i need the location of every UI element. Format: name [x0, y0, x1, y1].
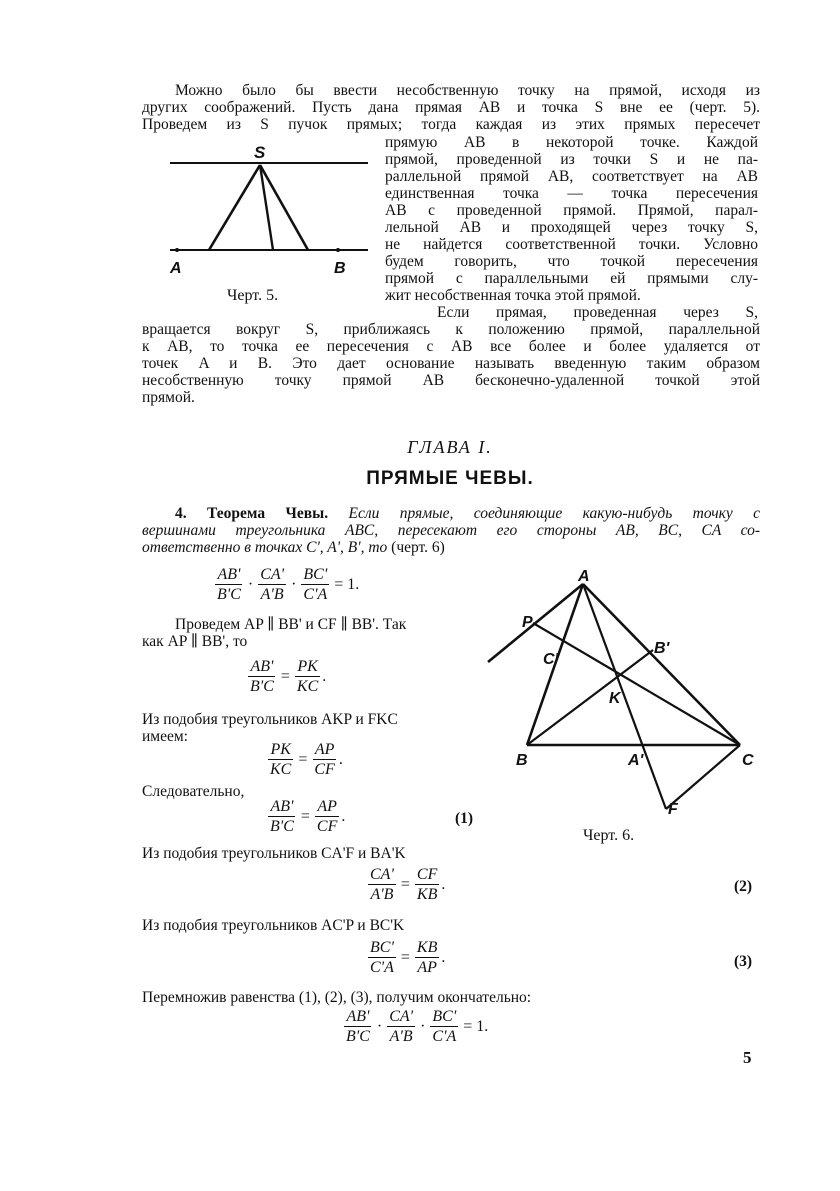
- fig5-label-a: A: [170, 260, 182, 277]
- numerator: KB: [416, 939, 438, 956]
- chapter-title: ПРЯМЫЕ ЧЕВЫ.: [366, 468, 534, 489]
- equation-number-2: (2): [734, 878, 753, 895]
- theorem-line-1: [175, 505, 760, 522]
- numerator: AB': [346, 1008, 370, 1025]
- fraction: [215, 565, 243, 604]
- numerator: PK: [270, 741, 291, 758]
- equals-sign: =: [300, 807, 310, 825]
- proof-line-2: как AP ∥ BB', то: [142, 633, 248, 650]
- times-sign: ·: [420, 1017, 426, 1035]
- fraction: [387, 1007, 415, 1046]
- fig5-point-a: [175, 248, 179, 252]
- numerator: AB': [217, 566, 241, 583]
- denominator: C'A: [303, 586, 328, 603]
- fraction: [415, 865, 439, 904]
- intro-tail-line-4: несобственную точку прямой AB бесконечно-удаленной точкой этой: [142, 372, 760, 389]
- proof-line-7: Из подобия треугольников AC'P и BC'K: [142, 917, 405, 934]
- theorem-line-2: вершинами треугольника ABC, пересекают его стороны AB, BC, CA со-: [142, 522, 760, 539]
- theorem-statement-1: Если прямые, соединяющие какую-нибудь точку с: [348, 505, 761, 522]
- fraction: [295, 657, 320, 696]
- numerator: CA': [370, 866, 394, 883]
- denominator: B'C: [346, 1028, 370, 1045]
- fraction: [268, 740, 293, 779]
- equation-end: .: [441, 875, 446, 893]
- intro-line-2: других соображений. Пусть дана прямая AB и точка S вне ее (черт. 5).: [142, 99, 760, 116]
- numerator: AB': [250, 658, 274, 675]
- proof-line-8: Перемножив равенства (1), (2), (3), получим окончательно:: [142, 989, 532, 1006]
- theorem-equation: [213, 565, 362, 604]
- intro-right-line-8: будем говорить, что точкой пересечения: [385, 253, 758, 270]
- intro-right-line-5: AB с проведенной прямой. Прямой, парал-: [385, 202, 758, 219]
- page-number: 5: [743, 1048, 752, 1067]
- equation-rhs: = 1.: [334, 575, 360, 593]
- denominator: A'B: [370, 886, 394, 903]
- numerator: CF: [416, 866, 438, 883]
- intro-right-line-4: единственная точка — точка пересечения: [385, 185, 758, 202]
- fig6-side-ac: [583, 584, 740, 745]
- denominator: CF: [314, 761, 335, 778]
- fraction: [315, 797, 339, 836]
- denominator: A'B: [260, 586, 284, 603]
- denominator: C'A: [370, 959, 394, 976]
- equation-number-1: (1): [455, 810, 474, 827]
- intro-line-3: Проведем из S пучок прямых; тогда каждая из этих прямых пересечет: [142, 116, 760, 133]
- theorem-heading: 4. Теорема Чевы.: [175, 505, 329, 522]
- denominator: AP: [417, 959, 437, 976]
- numerator: CA': [260, 566, 285, 583]
- theorem-statement-3: ответственно в точках C', A', B', то: [142, 539, 388, 556]
- proof-line-3: Из подобия треугольников AKP и FKC: [142, 711, 398, 728]
- denominator: KB: [416, 886, 438, 903]
- equation-end: .: [441, 948, 446, 966]
- proof-line-4: имеем:: [142, 728, 188, 745]
- equation-end: .: [322, 667, 327, 685]
- equation-1: [266, 797, 345, 836]
- denominator: CF: [316, 818, 338, 835]
- fraction: [415, 938, 439, 977]
- proof-line-1: Проведем AP ∥ BB' и CF ∥ BB'. Так: [175, 616, 407, 633]
- intro-right-line-2: прямой, проведенной из точки S и не па-: [385, 151, 758, 168]
- equation-b: [266, 740, 343, 779]
- equals-sign: =: [400, 875, 410, 893]
- fraction: [344, 1007, 372, 1046]
- denominator: C'A: [432, 1028, 457, 1045]
- numerator: AB': [270, 798, 294, 815]
- fig6-label-f: F: [668, 801, 678, 818]
- numerator: BC': [432, 1008, 457, 1025]
- fig6-label-a: A: [578, 568, 590, 585]
- numerator: CA': [389, 1008, 414, 1025]
- equation-a: [246, 657, 326, 696]
- fig6-line-cf: [666, 745, 740, 809]
- fig5-label-s: S: [254, 143, 266, 162]
- denominator: A'B: [389, 1028, 413, 1045]
- proof-line-6: Из подобия треугольников CA'F и BA'K: [142, 845, 406, 862]
- equals-sign: =: [400, 948, 410, 966]
- denominator: B'C: [270, 818, 294, 835]
- fraction: [301, 565, 329, 604]
- proof-line-5: Следовательно,: [142, 783, 245, 800]
- fig6-caption: Черт. 6.: [583, 827, 635, 844]
- numerator: PK: [297, 658, 318, 675]
- times-sign: ·: [291, 575, 297, 593]
- equation-end: .: [341, 807, 346, 825]
- theorem-figure-ref: (черт. 6): [391, 539, 445, 556]
- fraction: [312, 740, 336, 779]
- fig6-label-k: K: [609, 690, 621, 707]
- figure-5: [150, 140, 380, 280]
- numerator: AP: [314, 741, 335, 758]
- intro-right-line-3: раллельной прямой AB, соответствует на AB: [385, 168, 758, 185]
- equation-3: [366, 938, 445, 977]
- intro-tail-line-1: вращается вокруг S, приближаясь к положению прямой, параллельной: [142, 321, 760, 338]
- denominator: B'C: [250, 678, 274, 695]
- fig6-label-p: P: [522, 614, 533, 631]
- times-sign: ·: [376, 1017, 383, 1035]
- intro-right-line-9: прямой с параллельными ей прямыми слу-: [385, 270, 758, 287]
- fig6-label-b: B: [516, 752, 528, 769]
- equation-end: .: [338, 750, 343, 768]
- theorem-line-3: [142, 539, 445, 556]
- equation-2: [366, 865, 445, 904]
- chapter-number: ГЛАВА I.: [407, 437, 493, 457]
- fraction: [258, 565, 286, 604]
- intro-right-line-10: жит несобственная точка этой прямой.: [385, 287, 641, 304]
- denominator: KC: [270, 761, 292, 778]
- equals-sign: =: [280, 667, 290, 685]
- figure-6: [480, 565, 780, 825]
- intro-right-line-7: не найдется соответственной точки. Условно: [385, 236, 758, 253]
- denominator: KC: [296, 678, 319, 695]
- intro-tail-line-2: к AB, то точка ее пересечения с AB все более и более удаляется от: [142, 338, 760, 355]
- intro-line-1: Можно было бы ввести несобственную точку на прямой, исходя из: [175, 82, 760, 99]
- fraction: [248, 657, 276, 696]
- intro-right-line-1: прямую AB в некоторой точке. Каждой: [385, 134, 758, 151]
- equation-number-3: (3): [734, 953, 753, 970]
- numerator: BC': [370, 939, 394, 956]
- numerator: BC': [303, 566, 328, 583]
- fig6-label-c: C: [742, 752, 754, 769]
- fig6-label-a1: A': [628, 752, 644, 769]
- fraction: [368, 865, 396, 904]
- intro-right-line-11: Если прямая, проведенная через S,: [437, 304, 758, 321]
- fig6-label-c1: C': [543, 651, 559, 668]
- intro-tail-line-5: прямой.: [142, 389, 195, 406]
- fraction: [430, 1007, 458, 1046]
- equals-sign: =: [298, 750, 308, 768]
- times-sign: ·: [247, 575, 254, 593]
- fig5-point-b: [336, 248, 340, 252]
- fig5-ray-left: [209, 165, 260, 250]
- fig5-label-b: B: [334, 260, 346, 277]
- numerator: AP: [317, 798, 337, 815]
- fraction: [368, 938, 396, 977]
- intro-right-line-6: лельной AB и проходящей через точку S,: [385, 219, 758, 236]
- equation-rhs: = 1.: [463, 1017, 489, 1035]
- fig6-label-b1: B': [654, 640, 670, 657]
- fig6-cevian-af: [583, 584, 666, 809]
- fig5-caption: Черт. 5.: [227, 287, 279, 304]
- intro-tail-line-3: точек A и B. Это дает основание называть введенную таким образом: [142, 355, 760, 372]
- final-equation: [342, 1007, 491, 1046]
- denominator: B'C: [217, 586, 241, 603]
- fraction: [268, 797, 296, 836]
